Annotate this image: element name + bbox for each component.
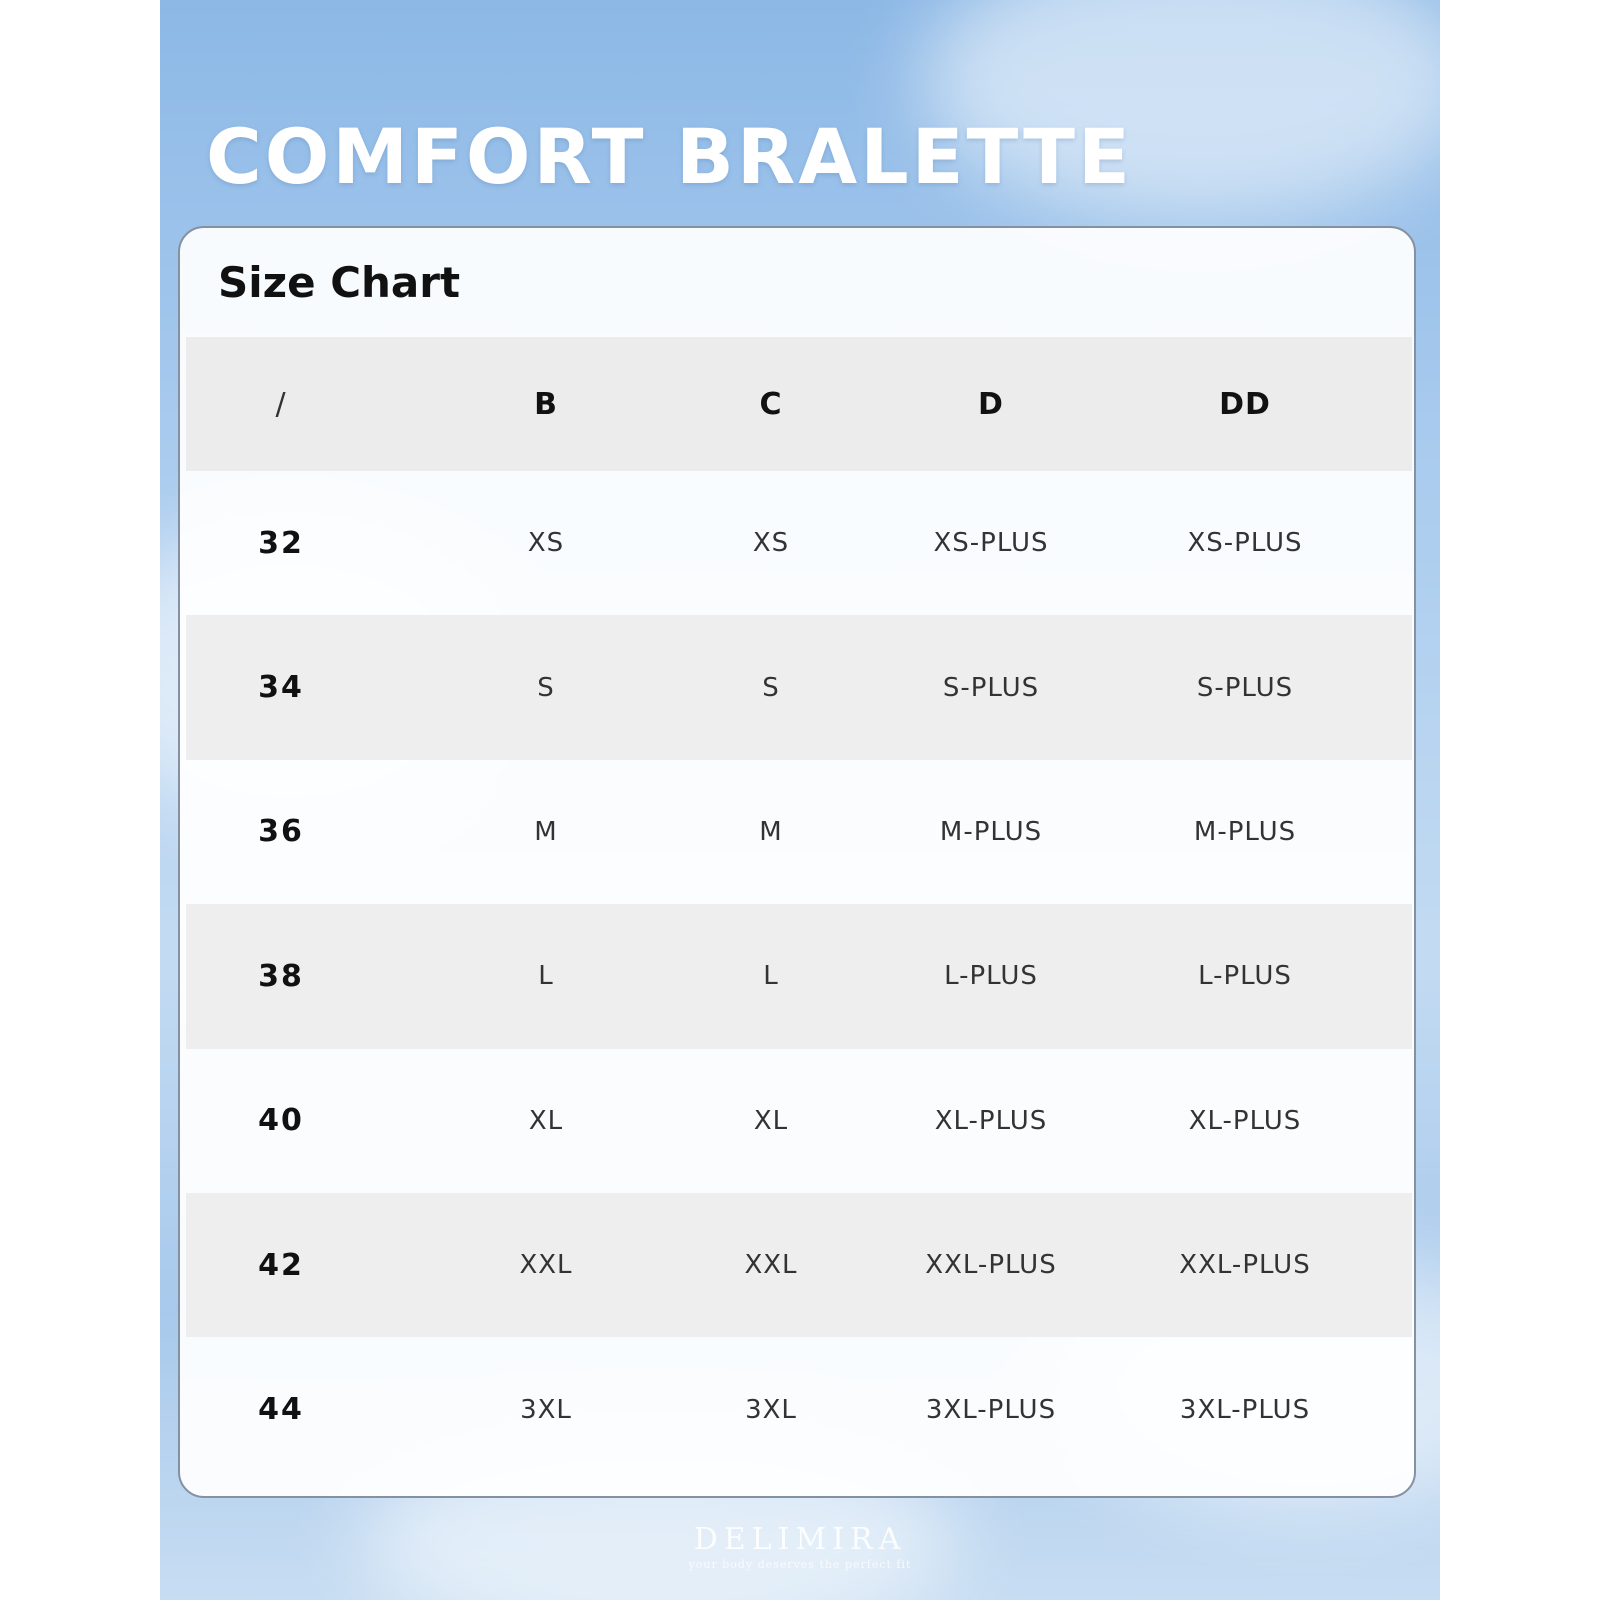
brand-logo-text: DELIMIRA xyxy=(693,1522,907,1557)
size-cell: XL-PLUS xyxy=(934,1105,1048,1136)
header-cup-dd: DD xyxy=(1219,386,1271,422)
product-title: COMFORT BRALETTE xyxy=(206,112,1133,201)
size-cell: L-PLUS xyxy=(944,961,1038,992)
size-cell: S-PLUS xyxy=(942,672,1040,703)
size-cell: M-PLUS xyxy=(1193,816,1297,847)
table-row xyxy=(186,1193,1412,1337)
table-row xyxy=(186,1049,1412,1193)
size-cell: M-PLUS xyxy=(939,816,1043,847)
header-corner-cell: / xyxy=(275,386,287,422)
size-cell: S xyxy=(537,672,555,703)
size-cell: XS xyxy=(752,528,790,559)
size-cell: XS-PLUS xyxy=(1187,528,1303,559)
table-row xyxy=(186,471,1412,615)
size-cell: 3XL xyxy=(745,1394,797,1425)
size-cell: 3XL xyxy=(520,1394,572,1425)
table-row xyxy=(186,904,1412,1048)
size-cell: XXL xyxy=(519,1250,573,1281)
band-size-cell: 38 xyxy=(258,958,304,994)
table-row xyxy=(186,760,1412,904)
size-cell: XL xyxy=(753,1105,789,1136)
size-cell: M xyxy=(759,816,783,847)
size-cell: XXL xyxy=(744,1250,798,1281)
size-cell: XL-PLUS xyxy=(1188,1105,1302,1136)
size-cell: L xyxy=(538,961,554,992)
sky-background-panel xyxy=(160,0,1440,1600)
size-cell: L xyxy=(763,961,779,992)
header-cup-d: D xyxy=(978,386,1004,422)
table-row xyxy=(186,1337,1412,1481)
band-size-cell: 44 xyxy=(258,1392,304,1428)
size-cell: L-PLUS xyxy=(1198,961,1292,992)
size-cell: XS xyxy=(527,528,565,559)
header-cup-b: B xyxy=(534,386,558,422)
size-cell: S-PLUS xyxy=(1196,672,1294,703)
table-row xyxy=(186,615,1412,759)
band-size-cell: 34 xyxy=(258,670,304,706)
band-size-cell: 42 xyxy=(258,1247,304,1283)
size-chart-card xyxy=(178,226,1416,1498)
band-size-cell: 32 xyxy=(258,525,304,561)
size-cell: 3XL-PLUS xyxy=(1179,1394,1311,1425)
table-header-row xyxy=(186,337,1412,471)
size-chart-table xyxy=(186,337,1412,1482)
size-cell: XXL-PLUS xyxy=(1179,1250,1311,1281)
size-cell: M xyxy=(534,816,558,847)
size-cell: XS-PLUS xyxy=(933,528,1049,559)
size-cell: S xyxy=(762,672,780,703)
size-cell: XXL-PLUS xyxy=(925,1250,1057,1281)
header-cup-c: C xyxy=(759,386,783,422)
brand-tagline: your body deserves the perfect fit xyxy=(688,1558,912,1571)
band-size-cell: 36 xyxy=(258,814,304,850)
size-chart-heading: Size Chart xyxy=(218,258,461,307)
size-cell: XL xyxy=(528,1105,564,1136)
size-cell: 3XL-PLUS xyxy=(925,1394,1057,1425)
band-size-cell: 40 xyxy=(258,1103,304,1139)
